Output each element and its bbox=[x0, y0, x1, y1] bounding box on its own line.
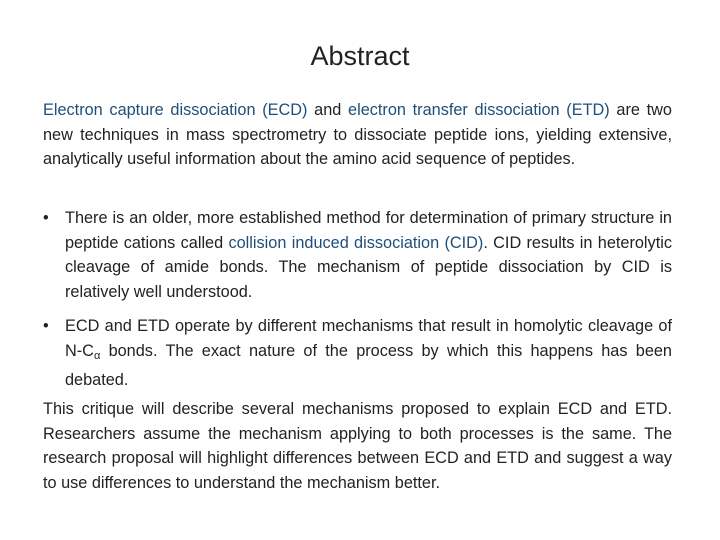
slide-title: Abstract bbox=[310, 41, 410, 71]
bullet-list-2 bbox=[43, 314, 672, 393]
bullet-item-ecd-etd bbox=[43, 314, 672, 393]
etd-term: electron transfer dissociation (ETD) bbox=[348, 101, 610, 119]
intro-paragraph bbox=[43, 98, 672, 172]
alpha-subscript: α bbox=[93, 349, 101, 362]
bullet-marker: • bbox=[43, 317, 49, 335]
bullet-item-cid bbox=[43, 206, 672, 304]
cid-term: collision induced dissociation (CID) bbox=[228, 233, 484, 252]
closing-paragraph: This critique will describe several mechanisms proposed to explain ECD and ETD. Researchers assume the mechanism applying to both processes is the same. The research proposal will highlight differences between ECD and ETD and suggest a way to use differences to understand the mechanism better. bbox=[43, 400, 672, 492]
intro-text: are two new techniques in mass spectrometry to dissociate peptide ions, yielding extensive, analytically useful information about the amino acid sequence of peptides. bbox=[43, 101, 672, 168]
bullet-list-1 bbox=[43, 206, 672, 304]
bullet1-text-before: There is an older, more established method for determination of primary structure in peptide cations called bbox=[65, 209, 672, 252]
ecd-term: Electron capture dissociation (ECD) bbox=[43, 101, 308, 119]
bullet1-text-after: . CID results in heterolytic cleavage of amide bonds. The mechanism of peptide dissociation by CID is relatively well understood. bbox=[65, 233, 672, 301]
intro-joiner: and bbox=[307, 101, 349, 119]
bullet2-text-before: ECD and ETD operate by different mechanisms that result in homolytic cleavage of N-C bbox=[65, 317, 672, 360]
bullet2-text-after: bonds. The exact nature of the process by which this happens has been debated. bbox=[65, 341, 672, 389]
bullet-marker: • bbox=[43, 209, 49, 227]
